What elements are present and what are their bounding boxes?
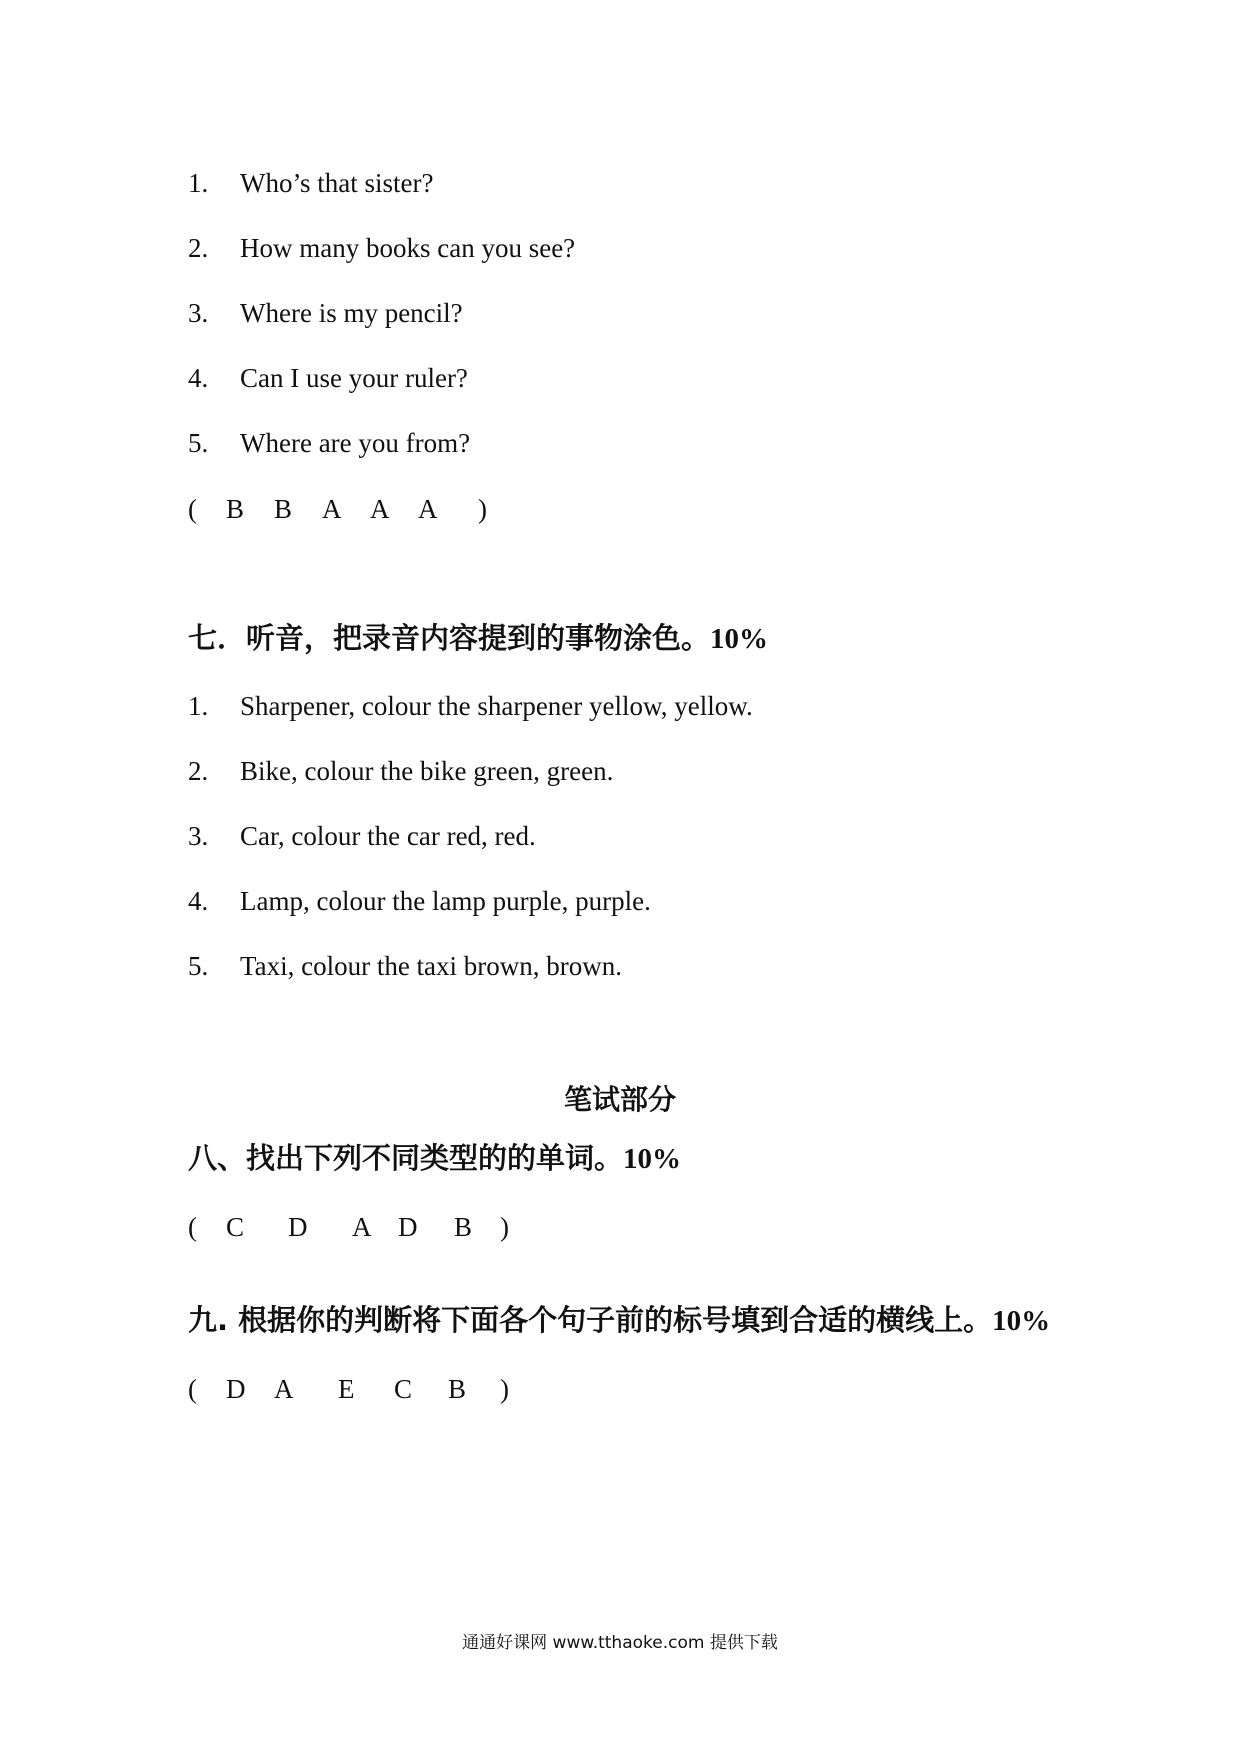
item-number: 4. [188, 363, 209, 393]
item-text: Bike, colour the bike green, green. [240, 756, 614, 786]
answer-letter: A [418, 494, 438, 524]
s6-item-3 [188, 296, 888, 330]
s6-item-2 [188, 231, 888, 265]
answer-letter: D [288, 1212, 308, 1242]
s7-heading [188, 620, 768, 657]
item-number: 3. [188, 821, 209, 851]
item-text: Taxi, colour the taxi brown, brown. [240, 951, 623, 981]
item-text: Where is my pencil? [240, 298, 463, 328]
answer-open-paren: ( [188, 1212, 197, 1242]
answer-close-paren: ) [500, 1374, 509, 1404]
heading-percent: 10% [992, 1305, 1051, 1337]
answer-open-paren: ( [188, 1374, 197, 1404]
answer-close-paren: ) [500, 1212, 509, 1242]
item-text: Who’s that sister? [240, 168, 434, 198]
item-number: 3. [188, 298, 209, 328]
answer-letter: A [274, 1374, 294, 1404]
answer-letter: D [226, 1374, 246, 1404]
s8-answer [188, 1210, 528, 1244]
s6-answer [188, 492, 508, 526]
answer-letter: A [352, 1212, 372, 1242]
answer-letter: A [322, 494, 342, 524]
s7-item-2 [188, 754, 1088, 788]
heading-text: 七．听音，把录音内容提到的事物涂色。 [188, 621, 711, 655]
answer-letter: A [370, 494, 390, 524]
answer-open-paren: ( [188, 494, 197, 524]
s6-item-4 [188, 361, 888, 395]
s7-item-3 [188, 819, 1088, 853]
answer-letter: B [226, 494, 245, 524]
item-text: Lamp, colour the lamp purple, purple. [240, 886, 651, 916]
item-number: 2. [188, 233, 209, 263]
item-number: 1. [188, 691, 209, 721]
item-number: 5. [188, 951, 209, 981]
answer-letter: B [454, 1212, 473, 1242]
item-text: Can I use your ruler? [240, 363, 468, 393]
item-text: Where are you from? [240, 428, 471, 458]
item-number: 2. [188, 756, 209, 786]
s6-item-1 [188, 166, 888, 200]
answer-letter: E [338, 1374, 355, 1404]
answer-letter: B [274, 494, 293, 524]
s9-heading [188, 1302, 1050, 1339]
page-footer: 通通好课网 www.tthaoke.com 提供下载 [462, 1633, 778, 1653]
heading-text: 九. 根据你的判断将下面各个句子前的标号填到合适的横线上。 [188, 1303, 993, 1337]
answer-letter: B [448, 1374, 467, 1404]
item-number: 4. [188, 886, 209, 916]
s7-item-4 [188, 884, 1088, 918]
written-part-title: 笔试部分 [563, 1083, 676, 1116]
heading-percent: 10% [710, 623, 769, 655]
item-number: 1. [188, 168, 209, 198]
s8-heading [188, 1140, 681, 1177]
answer-close-paren: ) [478, 494, 487, 524]
s7-item-1 [188, 689, 1088, 723]
heading-text: 八、找出下列不同类型的的单词。 [188, 1141, 624, 1175]
s7-item-5 [188, 949, 1088, 983]
s9-answer [188, 1372, 528, 1406]
answer-letter: D [398, 1212, 418, 1242]
answer-letter: C [394, 1374, 413, 1404]
item-text: How many books can you see? [240, 233, 576, 263]
item-text: Sharpener, colour the sharpener yellow, yellow. [240, 691, 753, 721]
item-number: 5. [188, 428, 209, 458]
answer-letter: C [226, 1212, 245, 1242]
heading-percent: 10% [623, 1143, 682, 1175]
s6-item-5 [188, 426, 888, 460]
item-text: Car, colour the car red, red. [240, 821, 536, 851]
